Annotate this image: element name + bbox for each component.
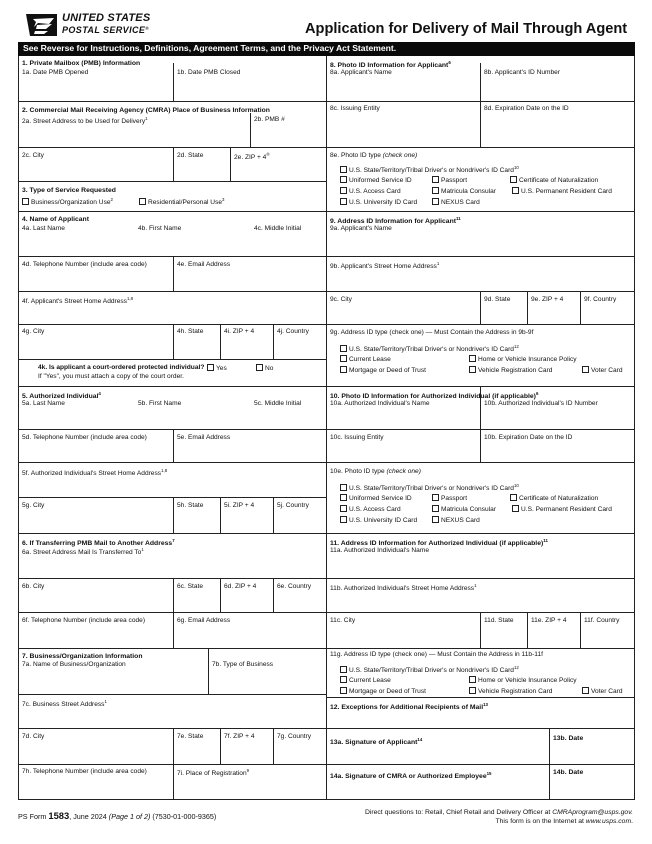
option-label: Mortgage or Deed of Trust	[349, 688, 426, 695]
s8e-note: (check one)	[382, 152, 418, 159]
s3-business-option[interactable]	[22, 197, 113, 207]
brand-line-1: UNITED STATES	[62, 12, 151, 24]
s5d-label: 5d. Telephone Number (include area code)	[22, 434, 147, 441]
s8-opt-permanent[interactable]	[512, 187, 612, 196]
option-label: Matricula Consular	[441, 188, 496, 195]
questions-line	[365, 809, 633, 817]
s3-residential-footnote: 3	[222, 197, 225, 202]
s7d-label: 7d. City	[22, 733, 45, 740]
s9c-label: 9c. City	[330, 296, 352, 303]
option-label: Certificate of Naturalization	[519, 177, 599, 184]
s9-opt-vehicle[interactable]	[469, 366, 552, 375]
s4c-label: 4c. Middle Initial	[254, 225, 302, 232]
option-label: Current Lease	[349, 677, 391, 684]
s11-heading-footnote: 11	[543, 538, 548, 543]
s9e-label: 9e. ZIP + 4	[531, 296, 564, 303]
s8-heading-text: 8. Photo ID Information for Applicant	[330, 62, 449, 69]
s4k-yes-label: Yes	[216, 365, 227, 372]
s8-opt-matricula[interactable]	[432, 187, 496, 196]
s2e-label	[234, 152, 270, 162]
s4k-note: If "Yes", you must attach a copy of the court order.	[38, 373, 184, 380]
s7i-text: 7i. Place of Registration	[177, 770, 247, 777]
s6a-label	[22, 547, 144, 557]
s5j-label: 5j. Country	[277, 502, 309, 509]
s7i-footnote: 9	[246, 768, 250, 773]
s5f-footnote: 1,8	[161, 468, 168, 473]
s9-opt-lease[interactable]	[340, 355, 391, 364]
option-label: Matricula Consular	[441, 506, 496, 513]
s6a-text: 6a. Street Address Mail Is Transferred To	[22, 549, 142, 556]
s5h-label: 5h. State	[177, 502, 204, 509]
s6g-label: 6g. Email Address	[177, 617, 231, 624]
option-label: Home or Vehicle Insurance Policy	[478, 356, 577, 363]
s14a-footnote: 15	[486, 771, 492, 776]
s9b-label	[330, 261, 439, 271]
s7f-label: 7f. ZIP + 4	[224, 733, 255, 740]
option-label: Voter Card	[591, 367, 623, 374]
s1a-label: 1a. Date PMB Opened	[22, 69, 89, 76]
internet-line	[495, 818, 633, 826]
s9-opt-statedl[interactable]	[340, 344, 519, 354]
checkbox[interactable]	[432, 187, 439, 194]
usps-eagle-logo	[24, 10, 58, 38]
s5i-label: 5i. ZIP + 4	[224, 502, 255, 509]
option-label: Current Lease	[349, 356, 391, 363]
s2b-label: 2b. PMB #	[254, 116, 285, 123]
s9-heading-footnote: 11	[456, 216, 461, 221]
checkbox[interactable]	[340, 345, 347, 352]
s4f-footnote: 1,8	[126, 296, 134, 301]
s11-heading-text: 11. Address ID Information for Authorized Individual (if applicable)	[330, 540, 544, 547]
checkbox[interactable]	[432, 516, 439, 523]
s7b-label: 7b. Type of Business	[212, 661, 274, 668]
s2d-label: 2d. State	[177, 152, 204, 159]
option-label: Uniformed Service ID	[349, 495, 412, 502]
s13a-label	[330, 737, 422, 747]
page-info: (Page 1 of 2)	[108, 812, 151, 821]
s5f-text: 5f. Authorized Individual's Street Home Address	[22, 470, 162, 477]
psn: (7530-01-000-9365)	[152, 812, 217, 821]
s7-heading: 7. Business/Organization Information	[22, 653, 143, 660]
s10e-note: (check one)	[386, 468, 421, 475]
s9d-label: 9d. State	[484, 296, 511, 303]
s9-heading-text: 9. Address ID Information for Applicant	[330, 218, 457, 225]
s8-opt-statedl-footnote: 10	[513, 165, 519, 170]
s9-opt-statedl-footnote: 12	[513, 344, 519, 349]
option-label: Vehicle Registration Card	[478, 367, 553, 374]
s3-residential-option[interactable]	[139, 197, 225, 207]
center-divider	[326, 56, 327, 800]
checkbox[interactable]	[512, 505, 519, 512]
s4d-label: 4d. Telephone Number (include area code)	[22, 261, 147, 268]
s10-opt-uniformed[interactable]	[340, 494, 412, 503]
s11-opt-insurance[interactable]	[469, 676, 577, 685]
s3-business-footnote: 2	[110, 197, 113, 202]
s8c-label: 8c. Issuing Entity	[330, 105, 380, 112]
questions-prefix: Direct questions to: Retail, Chief Retail and Delivery Officer at	[364, 809, 551, 816]
checkbox[interactable]	[582, 687, 589, 694]
s6e-label: 6e. Country	[277, 583, 312, 590]
checkbox[interactable]	[340, 494, 347, 501]
s2a-label	[22, 116, 148, 126]
s13a-text: 13a. Signature of Applicant	[330, 739, 418, 746]
s7a-label: 7a. Name of Business/Organization	[22, 661, 126, 668]
s10d-label: 10b. Expiration Date on the ID	[484, 434, 573, 441]
option-label: U.S. Access Card	[349, 506, 401, 513]
s12-heading-text: 12. Exceptions for Additional Recipients of Mail	[330, 704, 484, 711]
s11g-label: 11g. Address ID type (check one) — Must Contain the Address in 11b-11f	[330, 651, 543, 658]
s4-heading: 4. Name of Applicant	[22, 216, 89, 223]
s2c-label: 2c. City	[22, 152, 44, 159]
s2-heading: 2. Commercial Mail Receiving Agency (CMRA) Place of Business Information	[22, 107, 270, 114]
checkbox[interactable]	[432, 198, 439, 205]
s5e-label: 5e. Email Address	[177, 434, 231, 441]
s7g-label: 7g. Country	[277, 733, 312, 740]
s8-opt-naturalization[interactable]	[510, 176, 598, 185]
checkbox[interactable]	[340, 676, 347, 683]
s6-heading-footnote: 7	[172, 538, 175, 543]
option-label: U.S. State/Territory/Tribal Driver's or Nondriver's ID Card	[349, 346, 514, 353]
checkbox[interactable]	[340, 687, 347, 694]
s3-residential-label: Residential/Personal Use	[148, 199, 223, 206]
s10-opt-naturalization[interactable]	[510, 494, 598, 503]
option-label: U.S. University ID Card	[349, 517, 418, 524]
checkbox[interactable]	[340, 355, 347, 362]
s5b-label: 5b. First Name	[138, 400, 182, 407]
checkbox[interactable]	[432, 505, 439, 512]
s8e-text: 8e. Photo ID type	[330, 152, 381, 159]
checkbox[interactable]	[582, 366, 589, 373]
checkbox[interactable]	[432, 494, 439, 501]
instructions-banner: See Reverse for Instructions, Definitions, Agreement Terms, and the Privacy Act Statement.	[18, 42, 635, 56]
option-label: Voter Card	[591, 688, 623, 695]
s4i-label: 4i. ZIP + 4	[224, 328, 255, 335]
checkbox[interactable]	[340, 366, 347, 373]
s11-opt-lease[interactable]	[340, 676, 391, 685]
s14a-text: 14a. Signature of CMRA or Authorized Employee	[330, 773, 487, 780]
form-identifier	[18, 811, 216, 822]
checkbox[interactable]	[432, 176, 439, 183]
s10-opt-statedl-footnote: 10	[513, 483, 519, 488]
s5-heading-footnote: 4	[98, 391, 101, 396]
s3-business-label: Business/Organization Use	[31, 199, 111, 206]
internet-mark: .	[631, 818, 633, 825]
frame-left	[18, 56, 19, 800]
s8-opt-nexus[interactable]	[432, 198, 480, 207]
s5f-label	[22, 468, 167, 478]
option-label: Home or Vehicle Insurance Policy	[478, 677, 577, 684]
s7c-text: 7c. Business Street Address	[22, 701, 105, 708]
checkbox[interactable]	[510, 494, 517, 501]
checkbox[interactable]	[512, 187, 519, 194]
s14b-label: 14b. Date	[553, 769, 584, 776]
s6d-label: 6d. ZIP + 4	[224, 583, 257, 590]
s4a-label: 4a. Last Name	[22, 225, 65, 232]
checkbox[interactable]	[469, 366, 476, 373]
s11-opt-statedl[interactable]	[340, 665, 519, 675]
s4f-label	[22, 296, 133, 306]
contact-email[interactable]: CMRAprogram@usps.gov.	[552, 809, 633, 816]
s2a-text: 2a. Street Address to be Used for Delivery	[22, 118, 146, 125]
s8-opt-uniformed[interactable]	[340, 176, 412, 185]
checkbox[interactable]	[340, 505, 347, 512]
s3-heading: 3. Type of Service Requested	[22, 187, 116, 194]
s10-heading-footnote: 6	[535, 391, 539, 396]
option-label: Passport	[441, 177, 468, 184]
s7c-footnote: 1	[104, 699, 107, 704]
s11f-label: 11f. Country	[584, 617, 620, 624]
s8b-label: 8b. Applicant's ID Number	[484, 69, 561, 76]
s4k-question: 4k. Is applicant a court-ordered protected individual?	[38, 364, 205, 371]
brand-name: POSTAL SERVICE	[62, 25, 146, 35]
s10-opt-statedl[interactable]	[340, 483, 519, 493]
s12-heading-footnote: 13	[483, 702, 488, 707]
s4k-no-option[interactable]	[256, 364, 273, 373]
s7e-label: 7e. State	[177, 733, 204, 740]
s4k-no-label: No	[265, 365, 274, 372]
s6-heading-text: 6. If Transferring PMB Mail to Another Address	[22, 540, 173, 547]
s11b-label	[330, 583, 477, 593]
s11d-label: 11d. State	[484, 617, 514, 624]
checkbox[interactable]	[340, 666, 347, 673]
checkbox[interactable]	[340, 166, 347, 173]
s5g-label: 5g. City	[22, 502, 45, 509]
s10-opt-permanent[interactable]	[512, 505, 612, 514]
checkbox[interactable]	[340, 176, 347, 183]
form-title: Application for Delivery of Mail Through Agent	[305, 21, 628, 37]
s8a-label: 8a. Applicant's Name	[330, 69, 392, 76]
option-label: U.S. Permanent Resident Card	[521, 506, 612, 513]
form-number: 1583	[48, 810, 70, 821]
frame-right	[634, 56, 635, 800]
s10-heading-text: 10. Photo ID Information for Authorized Individual (if applicable)	[330, 393, 536, 400]
s2e-footnote: ®	[266, 152, 270, 157]
s5a-label: 5a. Last Name	[22, 400, 65, 407]
checkbox[interactable]	[469, 687, 476, 694]
s1b-label: 1b. Date PMB Closed	[177, 69, 241, 76]
s9f-label: 9f. Country	[584, 296, 617, 303]
s8-opt-passport[interactable]	[432, 176, 467, 185]
s9-opt-mortgage[interactable]	[340, 366, 426, 375]
s7i-label	[177, 768, 249, 778]
s6f-label: 6f. Telephone Number (include area code)	[22, 617, 146, 624]
s12-heading	[330, 702, 488, 712]
s11-opt-voter[interactable]	[582, 687, 623, 696]
option-label: NEXUS Card	[441, 517, 480, 524]
s3-business-checkbox[interactable]	[22, 198, 29, 205]
form-prefix: PS Form	[18, 812, 47, 821]
usps-website-link[interactable]: www.usps.com	[585, 818, 632, 825]
option-label: NEXUS Card	[441, 199, 480, 206]
brand-mark: ®	[145, 26, 149, 31]
s11b-footnote: 1	[474, 583, 477, 588]
s9b-footnote: 1	[436, 261, 440, 266]
s8-opt-statedl[interactable]	[340, 165, 519, 175]
checkbox[interactable]	[510, 176, 517, 183]
s11c-label: 11c. City	[330, 617, 356, 624]
option-label: U.S. Access Card	[349, 188, 401, 195]
checkbox[interactable]	[340, 516, 347, 523]
s11a-label: 11a. Authorized Individual's Name	[330, 547, 430, 554]
option-label: U.S. University ID Card	[349, 199, 418, 206]
s7c-label	[22, 699, 107, 709]
option-label: U.S. Permanent Resident Card	[521, 188, 612, 195]
s10a-label: 10a. Authorized Individual's Name	[330, 400, 430, 407]
s10-opt-access[interactable]	[340, 505, 401, 514]
s6b-label: 6b. City	[22, 583, 45, 590]
s6c-label: 6c. State	[177, 583, 204, 590]
checkbox[interactable]	[340, 187, 347, 194]
s6a-footnote: 1	[141, 547, 144, 552]
s11-opt-vehicle[interactable]	[469, 687, 552, 696]
s10e-label	[330, 468, 421, 476]
s4h-label: 4h. State	[177, 328, 204, 335]
s10-opt-nexus[interactable]	[432, 516, 480, 525]
checkbox[interactable]	[469, 676, 476, 683]
s13a-footnote: 14	[417, 737, 423, 742]
s8-opt-access[interactable]	[340, 187, 401, 196]
checkbox[interactable]	[469, 355, 476, 362]
option-label: Mortgage or Deed of Trust	[349, 367, 426, 374]
s9g-label: 9g. Address ID type (check one) — Must Contain the Address in 9b-9f	[330, 329, 534, 336]
s4g-label: 4g. City	[22, 328, 45, 335]
s7h-label: 7h. Telephone Number (include area code)	[22, 768, 147, 775]
s4k-no-checkbox[interactable]	[256, 364, 263, 371]
s14a-label	[330, 771, 492, 781]
s10-opt-university[interactable]	[340, 516, 417, 525]
s9b-text: 9b. Applicant's Street Home Address	[330, 263, 437, 270]
s2e-text: 2e. ZIP + 4	[234, 154, 267, 161]
s1-heading: 1. Private Mailbox (PMB) Information	[22, 60, 141, 67]
s8-heading-footnote: 6	[448, 60, 451, 65]
s11-opt-statedl-footnote: 12	[513, 665, 519, 670]
s9a-label: 9a. Applicant's Name	[330, 225, 392, 232]
s4b-label: 4b. First Name	[138, 225, 182, 232]
s3-residential-checkbox[interactable]	[139, 198, 146, 205]
s4f-text: 4f. Applicant's Street Home Address	[22, 298, 127, 305]
s10c-label: 10c. Issuing Entity	[330, 434, 384, 441]
s11-opt-mortgage[interactable]	[340, 687, 426, 696]
checkbox[interactable]	[340, 484, 347, 491]
option-label: Passport	[441, 495, 468, 502]
s4e-label: 4e. Email Address	[177, 261, 231, 268]
s2a-footnote: 1	[145, 116, 148, 121]
s9-opt-voter[interactable]	[582, 366, 623, 375]
option-label: U.S. State/Territory/Tribal Driver's or Nondriver's ID Card	[349, 167, 514, 174]
brand-line-2	[62, 25, 149, 35]
option-label: Vehicle Registration Card	[478, 688, 553, 695]
s8e-label	[330, 152, 417, 160]
s9-opt-insurance[interactable]	[469, 355, 577, 364]
option-label: Certificate of Naturalization	[519, 495, 599, 502]
s10e-text: 10e. Photo ID type	[330, 468, 385, 475]
s8-opt-university[interactable]	[340, 198, 417, 207]
s4j-label: 4j. Country	[277, 328, 309, 335]
s10b-label: 10b. Authorized Individual's ID Number	[484, 400, 598, 407]
s8d-label: 8d. Expiration Date on the ID	[484, 105, 569, 112]
s11e-label: 11e. ZIP + 4	[531, 617, 567, 624]
internet-prefix: This form is on the Internet at	[495, 818, 584, 825]
option-label: U.S. State/Territory/Tribal Driver's or Nondriver's ID Card	[349, 485, 514, 492]
option-label: U.S. State/Territory/Tribal Driver's or Nondriver's ID Card	[349, 667, 514, 674]
option-label: Uniformed Service ID	[349, 177, 412, 184]
s5-heading-text: 5. Authorized Individual	[22, 393, 99, 400]
s11b-text: 11b. Authorized Individual's Street Home Address	[330, 585, 475, 592]
s10-opt-passport[interactable]	[432, 494, 467, 503]
s10-opt-matricula[interactable]	[432, 505, 496, 514]
checkbox[interactable]	[340, 198, 347, 205]
s5c-label: 5c. Middle Initial	[254, 400, 302, 407]
s13b-label: 13b. Date	[553, 735, 584, 742]
s4k-yes-checkbox[interactable]	[207, 364, 214, 371]
form-date: , June 2024	[69, 812, 107, 821]
s4k-yes-option[interactable]	[207, 364, 227, 373]
